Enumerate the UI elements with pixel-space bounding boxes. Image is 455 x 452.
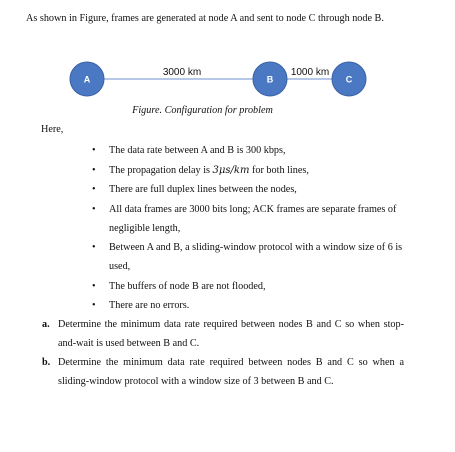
question-a <box>42 315 404 353</box>
question-label: a. <box>42 319 50 330</box>
node-c-label: C <box>345 74 353 85</box>
question-text: Determine the minimum data rate required between nodes B and C so when stop-and-wait is used between B and C. <box>58 319 404 349</box>
node-a-label: A <box>83 74 91 85</box>
figure-caption: Figure. Configuration for problem <box>132 105 273 116</box>
list-item: • The buffers of node B are not flooded, <box>92 277 412 296</box>
question-label: b. <box>42 357 51 368</box>
list-item: • Between A and B, a sliding-window protocol with a window size of 6 is used, <box>92 238 412 276</box>
question-text: Determine the minimum data rate required between nodes B and C so when a sliding-window protocol with a window size of 3 between B and C. <box>58 357 404 387</box>
list-item: • There are full duplex lines between the nodes, <box>92 180 412 199</box>
list-item: • The data rate between A and B is 300 kbps, <box>92 141 412 160</box>
questions-list <box>42 315 404 391</box>
list-item: • The propagation delay is 3μs/km for both lines, <box>92 161 412 180</box>
list-item: • All data frames are 3000 bits long; ACK frames are separate frames of negligible length, <box>92 200 412 238</box>
edge-label-a-b: 3000 km <box>162 67 202 78</box>
here-label: Here, <box>41 124 64 135</box>
list-item: • There are no errors. <box>92 296 412 315</box>
edge-label-b-c: 1000 km <box>290 67 330 78</box>
intro-paragraph: As shown in Figure, frames are generated at node A and sent to node C through node B. <box>26 13 384 24</box>
network-diagram <box>0 55 455 105</box>
question-b <box>42 353 404 391</box>
propagation-delay-value: 3μs/km <box>212 164 250 176</box>
assumptions-list <box>92 141 412 316</box>
node-b-label: B <box>266 74 274 85</box>
